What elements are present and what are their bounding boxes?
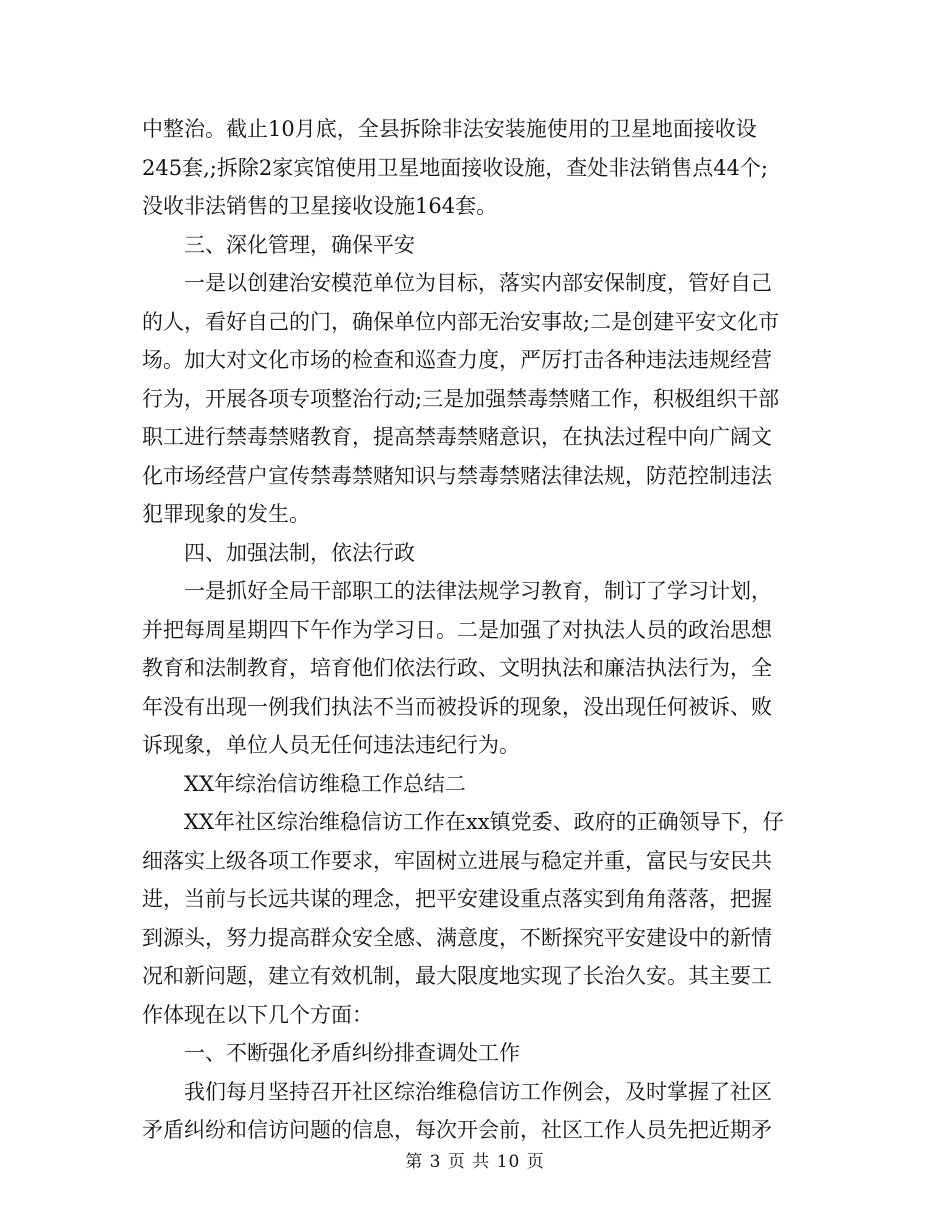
text-line: 教育和法制教育，培育他们依法行政、文明执法和廉洁执法行为，全 [142,656,772,680]
text-line: 并把每周星期四下午作为学习日。二是加强了对执法人员的政治思想 [142,617,772,642]
text-line: 一是以创建治安模范单位为目标，落实内部安保制度，管好自己 [184,271,772,295]
text-line: 的人，看好自己的门，确保单位内部无治安事故;二是创建平安文化市 [142,309,780,334]
text-line: 一是抓好全局干部职工的法律法规学习教育，制订了学习计划， [184,579,772,603]
text-line: 一、不断强化矛盾纠纷排查调处工作 [184,1041,520,1065]
text-line: 况和新问题，建立有效机制，最大限度地实现了长治久安。其主要工 [142,964,772,988]
text-line: 作体现在以下几个方面： [142,1002,373,1027]
text-line: XX年综治信访维稳工作总结二 [184,771,466,796]
page-number-footer: 第 3 页 共 10 页 [405,1152,545,1172]
text-line: 245套,;拆除2家宾馆使用卫星地面接收设施，查处非法销售点44个; [142,155,768,180]
text-line: 细落实上级各项工作要求，牢固树立进展与稳定并重，富民与安民共 [142,848,772,873]
text-line: 三、深化管理，确保平安 [184,232,415,257]
text-line: 场。加大对文化市场的检查和巡查力度，严厉打击各种违法违规经营 [142,348,772,372]
text-line: 到源头，努力提高群众安全感、满意度，不断探究平安建设中的新情 [142,925,772,950]
text-line: 没收非法销售的卫星接收设施164套。 [142,194,498,218]
text-line: 化市场经营户宣传禁毒禁赌知识与禁毒禁赌法律法规，防范控制违法 [142,463,772,488]
text-line: 诉现象，单位人员无任何违法违纪行为。 [142,733,520,757]
text-line: 犯罪现象的发生。 [142,502,310,526]
text-line: 矛盾纠纷和信访问题的信息，每次开会前，社区工作人员先把近期矛 [142,1118,772,1142]
text-line: 四、加强法制，依法行政 [184,540,415,565]
text-line: 进，当前与长远共谋的理念，把平安建设重点落实到角角落落，把握 [142,887,772,911]
text-line: 中整治。截止10月底，全县拆除非法安装施使用的卫星地面接收设 [142,117,757,141]
text-line: 年没有出现一例我们执法不当而被投诉的现象，没出现任何被诉、败 [142,694,772,719]
text-line: 我们每月坚持召开社区综治维稳信访工作例会，及时掌握了社区 [184,1079,772,1104]
text-line: XX年社区综治维稳信访工作在xx镇党委、政府的正确领导下，仔 [184,810,784,834]
text-line: 职工进行禁毒禁赌教育，提高禁毒禁赌意识，在执法过程中向广阔文 [142,425,772,449]
document-body [142,110,812,1150]
text-line: 行为，开展各项专项整治行动;三是加强禁毒禁赌工作，积极组织干部 [142,386,780,411]
